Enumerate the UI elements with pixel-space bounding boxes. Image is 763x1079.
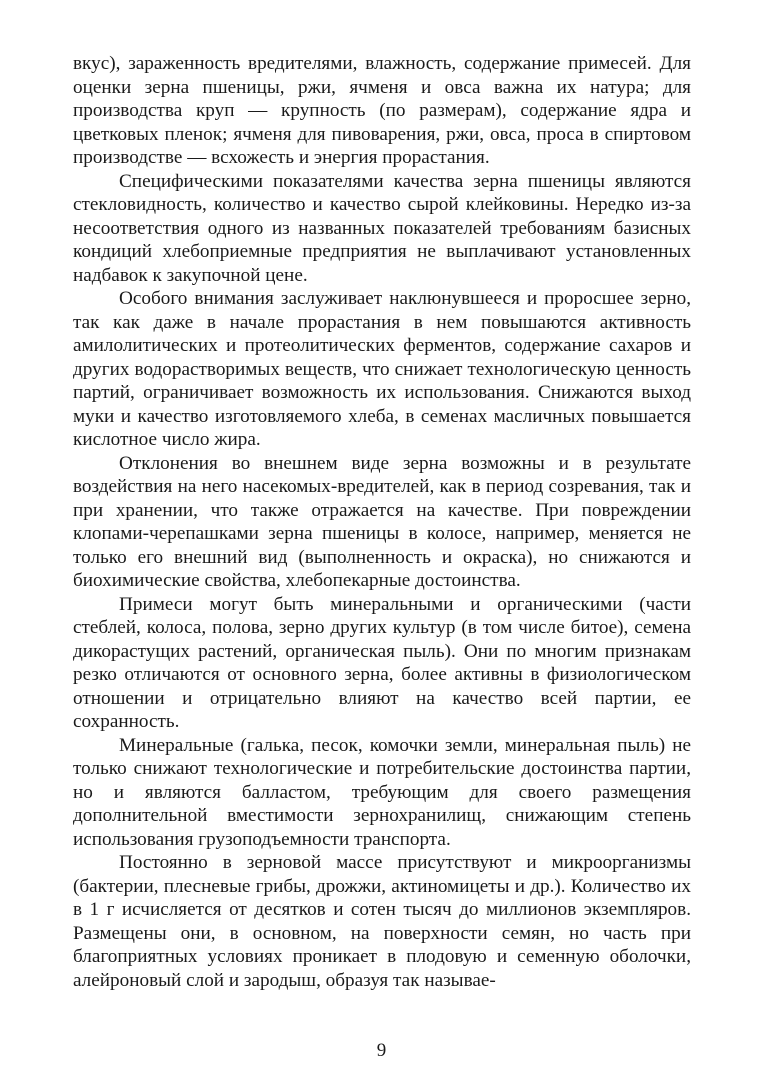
page-body [73,52,691,992]
paragraph-sprouted-grain: Особого внимания заслуживает наклюнувшееся и проросшее зерно, так как даже в начале прорастания в нем повышаются активность амилолитических и протеолитических ферментов, содержание сахаров и других водорастворимых веществ, что снижает технологическую ценность партий, ограничивает возможность их использования. Снижаются выход муки и качество изготовляемого хлеба, в семенах масличных повышается кислотное число жира. [73,288,691,450]
paragraph-continued: вкус), зараженность вредителями, влажность, содержание примесей. Для оценки зерна пшеницы, ржи, ячменя и овса важна их натура; для производства круп — крупность (по размерам), содержание ядра и цветковых пленок; ячменя для пивоварения, ржи, овса, проса в спиртовом производстве — всхожесть и энергия прорастания. [73,53,691,168]
paragraph-pest-damage: Отклонения во внешнем виде зерна возможны и в результате воздействия на него насекомых-вредителей, как в период созревания, так и при хранении, что также отражается на качестве. При повреждении клопами-черепашками зерна пшеницы в колосе, например, меняется не только его внешний вид (выполненность и окраска), но снижаются и биохимические свойства, хлебопекарные достоинства. [73,452,691,591]
paragraph-impurities: Примеси могут быть минеральными и органическими (части стеблей, колоса, полова, зерно других культур (в том числе битое), семена дикорастущих растений, органическая пыль). Они по многим признакам резко отличаются от основного зерна, более активны в физиологическом отношении и отрицательно влияют на качество всей партии, ее сохранность. [73,593,691,732]
paragraph-microorganisms: Постоянно в зерновой массе присутствуют и микроорганизмы (бактерии, плесневые грибы, дрожжи, актиномицеты и др.). Количество их в 1 г исчисляется от десятков и сотен тысяч до миллионов экземпляров. Размещены они, в основном, на поверхности семян, но часть при благоприятных условиях проникает в плодовую и семенную оболочки, алейроновый слой и зародыш, образуя так называе- [73,852,691,991]
page-number: 9 [376,1040,387,1061]
paragraph-mineral-impurities: Минеральные (галька, песок, комочки земли, минеральная пыль) не только снижают технологические и потребительские достоинства партии, но и являются балластом, требующим для своего размещения дополнительной вместимости зернохранилищ, снижающим степень использования грузоподъемности транспорта. [73,734,691,850]
paragraph-wheat-quality: Специфическими показателями качества зерна пшеницы являются стекловидность, количество и качество сырой клейковины. Нередко из-за несоответствия одного из названных показателей требованиям базисных кондиций хлебоприемные предприятия не выплачивают установленных надбавок к закупочной цене. [73,170,691,286]
